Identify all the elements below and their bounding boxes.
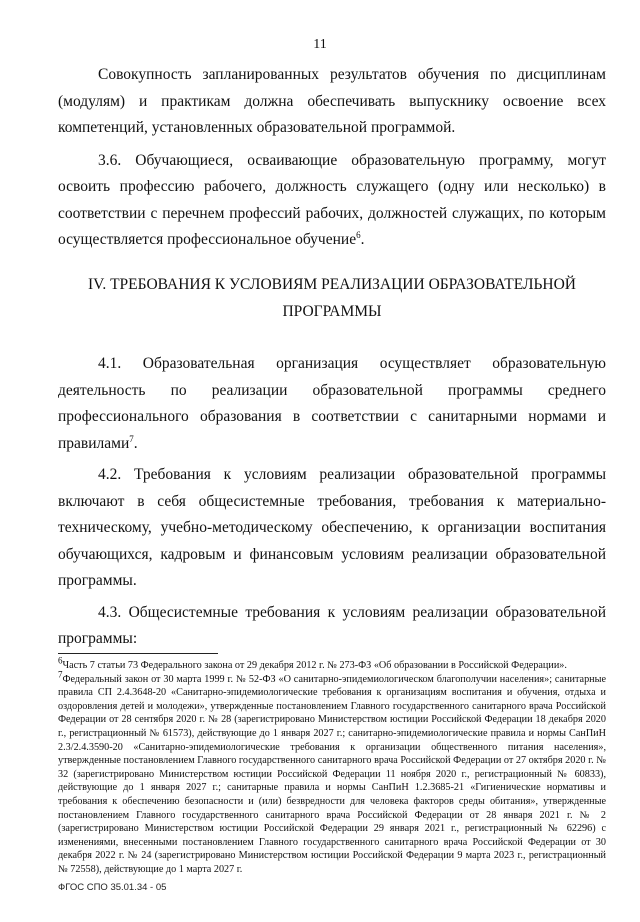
footer-code: ФГОС СПО 35.01.34 - 05: [58, 882, 167, 893]
section-heading-line1: IV. ТРЕБОВАНИЯ К УСЛОВИЯМ РЕАЛИЗАЦИИ ОБРАЗОВАТЕЛЬНОЙ: [87, 276, 576, 293]
page-number: 11: [313, 37, 327, 52]
footnote-ref-6[interactable]: 6: [356, 229, 361, 240]
section-heading: [58, 272, 606, 325]
footnote-7: $^7$Федеральный закон от 30 марта 1999 г. № 52-ФЗ «О санитарно-эпидемиологическом благополучии населения»; санитарные правила СП 2.4.3648-20 «Санитарно-эпидемиологические требования к организациям воспитания и обучения, отдыха и оздоровления детей и молодежи», утвержденные постановлением Главного государственного санитарного врача Российской Федерации от 28 сентября 2020 г. № 28 (зарегистрировано Министерством юстиции Российской Федерации 18 декабря 2020 г., регистрационный № 61573), действующие до 1 января 2027 г.; санитарно-эпидемиологические правила и нормы СанПиН 2.3/2.4.3590-20 «Санитарно-эпидемиологические требования к организации общественного питания населения», утвержденные постановлением Главного государственного санитарного врача Российской Федерации от 27 октября 2020 г. № 32 (зарегистрировано Министерством юстиции Российской Федерации 11 ноября 2020 г., регистрационный № 60833), действующие до 1 января 2027 г.; санитарные правила и нормы СанПиН 1.2.3685-21 «Гигиенические нормативы и требования к обеспечению безопасности и (или) безвредности для человека факторов среды обитания», утвержденные постановлением Главного государственного санитарного врача Российской Федерации от 28 января 2021 г. № 2 (зарегистрировано Министерством юстиции Российской Федерации 29 января 2021 г., регистрационный № 62296) с изменениями, внесенными постановлением Главного государственного санитарного врача Российской Федерации от 30 декабря 2022 г. № 24 (зарегистрировано Министерством юстиции Российской Федерации 9 марта 2023 г., регистрационный № 72558), действующие до 1 марта 2027 г.: [58, 669, 606, 875]
footnote-ref-7[interactable]: 7: [129, 433, 134, 444]
paragraph-3-6: 3.6. Обучающиеся, осваивающие образовательную программу, могут освоить профессию рабочего, должность служащего (одну или несколько) в соответствии с перечнем профессий рабочих, должностей служащих, по которым осуществляется профессиональное обучение$^6$.: [58, 151, 606, 248]
footnote-divider: [58, 653, 218, 654]
footnotes: [58, 655, 606, 877]
paragraph-4-3: 4.3. Общесистемные требования к условиям реализации образовательной программы:: [58, 603, 606, 647]
body-text-top: [58, 62, 606, 254]
paragraph-4-2: 4.2. Требования к условиям реализации образовательной программы включают в себя общесистемные требования, требования к материально-техническому, учебно-методическому обеспечению, к организации воспитания обучающихся, кадровым и финансовым условиям реализации образовательной программы.: [58, 466, 606, 589]
body-text-bottom: [58, 351, 606, 653]
paragraph-4-1: 4.1. Образовательная организация осуществляет образовательную деятельность по реализации образовательной программы среднего профессионального образования в соответствии с санитарными нормами и правилами$^7$.: [58, 355, 606, 452]
paragraph: Совокупность запланированных результатов обучения по дисциплинам (модулям) и практикам должна обеспечивать выпускнику освоение всех компетенций, установленных образовательной программой.: [58, 66, 606, 136]
footnote-6: $^6$Часть 7 статьи 73 Федерального закона от 29 декабря 2012 г. № 273-ФЗ «Об образовании в Российской Федерации».: [58, 655, 567, 671]
section-heading-line2: ПРОГРАММЫ: [282, 302, 382, 320]
